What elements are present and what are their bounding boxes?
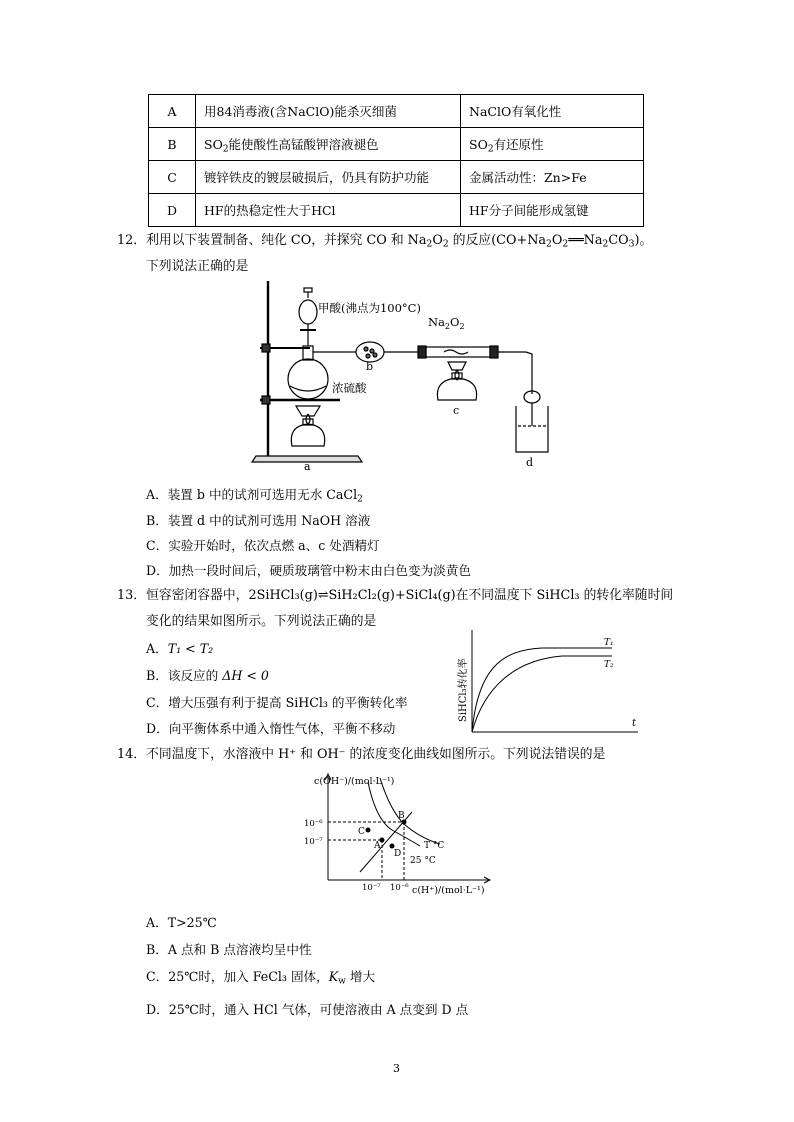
q13-option-c: C．增大压强有利于提高 SiHCl₃ 的平衡转化率 [146, 695, 408, 710]
table-row [149, 194, 644, 227]
row-letter: C [149, 161, 196, 194]
curve-t [380, 778, 440, 844]
apparatus-figure [248, 276, 588, 472]
label-d: d [526, 456, 534, 469]
alcohol-lamp-a [291, 424, 324, 446]
x-axis-label: c(H⁺)/(mol·L⁻¹) [412, 885, 485, 896]
q13-option-a: A．T₁ < T₂ [146, 641, 214, 656]
q12-option-b: B．装置 d 中的试剂可选用 NaOH 溶液 [146, 513, 371, 528]
alcohol-lamp-c [437, 378, 476, 400]
options-table [148, 94, 644, 227]
x-axis-label: t [632, 718, 637, 729]
page-number: 3 [393, 1062, 400, 1075]
table-row [149, 95, 644, 128]
q14-stem: 14．不同温度下，水溶液中 H⁺ 和 OH⁻ 的浓度变化曲线如图所示。下列说法错误的是 [117, 747, 606, 762]
label-conc-h2so4: 浓硫酸 [332, 381, 367, 395]
point-b-label: B [398, 811, 405, 821]
y-axis-label: c(OH⁻)/(mol·L⁻¹) [314, 776, 395, 787]
q12-option-a: A．装置 b 中的试剂可选用无水 CaCl$_2$ [146, 487, 363, 505]
label-a: a [304, 460, 311, 472]
row-fact: HF的热稳定性大于HCl [196, 194, 461, 227]
q12-stem-line1: 12．利用以下装置制备、纯化 CO，并探究 CO 和 $Na_2O_2$ 的反应$(CO+Na_2O_2══Na_2CO_3)$。 [117, 233, 653, 250]
x-tick-1e-6: 10⁻⁶ [390, 883, 409, 893]
q13-conversion-chart [452, 628, 642, 738]
curve-label-25c: 25 °C [410, 856, 436, 866]
curve-25c [368, 782, 420, 846]
q14-option-a: A．T>25℃ [146, 915, 217, 930]
row-fact: 镀锌铁皮的镀层破损后，仍具有防护功能 [196, 161, 461, 194]
point-d-label: D [394, 849, 402, 859]
round-flask [288, 359, 328, 399]
q12-option-d: D．加热一段时间后，硬质玻璃管中粉末由白色变为淡黄色 [146, 563, 471, 578]
hard-glass-tube [426, 347, 490, 357]
curve-label-t1: T₁ [604, 638, 614, 648]
q12-option-c: C．实验开始时，依次点燃 a、c 处酒精灯 [146, 538, 380, 553]
q14-option-b: B．A 点和 B 点溶液均呈中性 [146, 942, 312, 957]
label-na2o2: $Na_2O_2$ [428, 315, 465, 331]
y-axis-label: SiHCl₃转化率 [458, 658, 469, 722]
row-reason: HF分子间能形成氢键 [461, 194, 644, 227]
y-tick-1e-6: 10⁻⁶ [304, 819, 323, 829]
label-c: c [453, 404, 460, 417]
row-fact: $SO_2$能使酸性高锰酸钾溶液褪色 [196, 128, 461, 161]
separatory-funnel [299, 300, 317, 324]
q14-ion-product-chart [300, 768, 500, 896]
point-d [390, 844, 395, 849]
label-formic-acid: 甲酸(沸点为100°C) [318, 301, 421, 315]
q13-option-b: B．该反应的 ΔH < 0 [146, 668, 269, 683]
row-fact: 用84消毒液(含NaClO)能杀灭细菌 [196, 95, 461, 128]
label-b: b [366, 360, 374, 373]
row-reason: 金属活动性：Zn>Fe [461, 161, 644, 194]
q13-stem-line1: 13．恒容密闭容器中，2SiHCl₃(g)⇌SiH₂Cl₂(g)+SiCl₄(g)在不同温度下 SiHCl₃ 的转化率随时间 [117, 588, 674, 603]
delivery-tube [526, 352, 532, 394]
point-c-label: C [358, 827, 365, 837]
point-c [366, 828, 371, 833]
row-reason: $SO_2$有还原性 [461, 128, 644, 161]
y-tick-1e-7: 10⁻⁷ [304, 837, 323, 847]
row-letter: D [149, 194, 196, 227]
x-tick-1e-7: 10⁻⁷ [362, 883, 381, 893]
row-letter: A [149, 95, 196, 128]
row-reason: NaClO有氧化性 [461, 95, 644, 128]
point-a-label: A [374, 841, 381, 851]
curve-label-t2: T₂ [604, 660, 614, 670]
q13-option-d: D．向平衡体系中通入惰性气体，平衡不移动 [146, 721, 396, 736]
q14-option-d: D．25℃时，通入 HCl 气体，可使溶液由 A 点变到 D 点 [146, 1002, 469, 1017]
q13-stem-line2: 变化的结果如图所示。下列说法正确的是 [146, 614, 377, 629]
curve-label-t: T °C [424, 841, 445, 851]
q14-option-c: C．25℃时，加入 FeCl₃ 固体，$K_w$ 增大 [146, 969, 376, 987]
table-row [149, 128, 644, 161]
table-row [149, 161, 644, 194]
row-letter: B [149, 128, 196, 161]
q12-stem-line2: 下列说法正确的是 [146, 259, 249, 274]
